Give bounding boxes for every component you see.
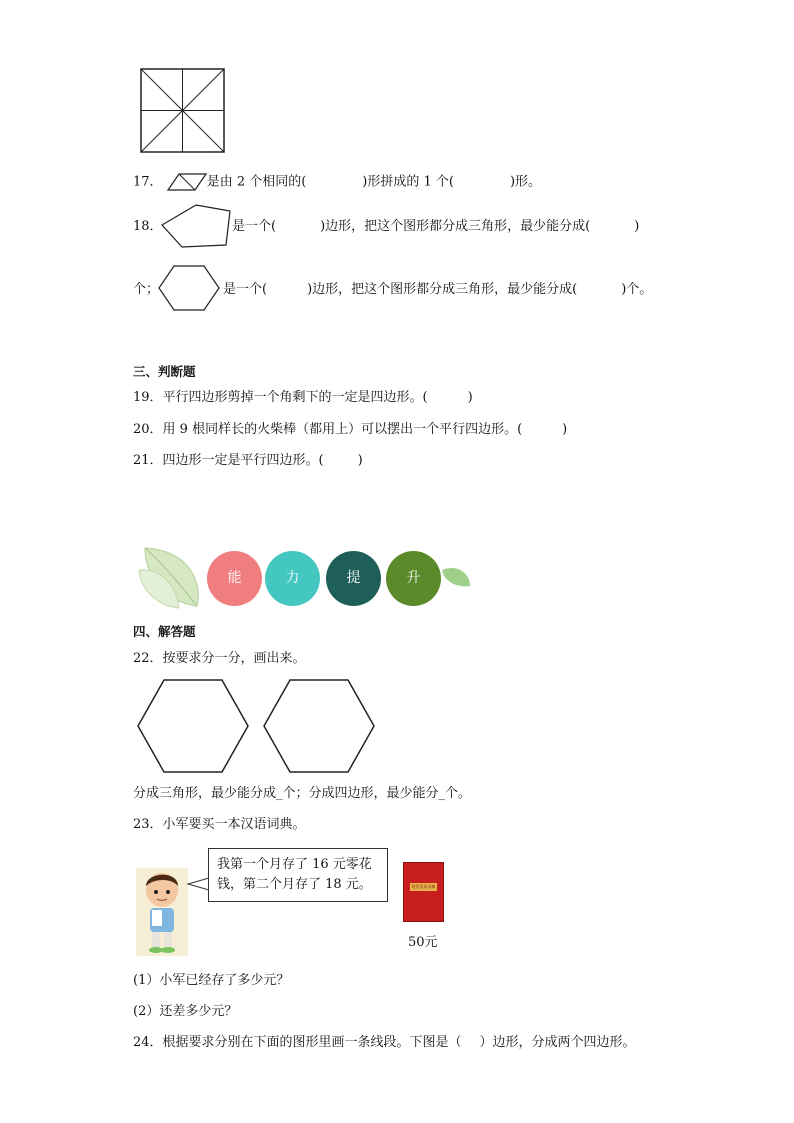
dictionary-title: 现代汉语词典 <box>411 884 436 889</box>
dictionary-price: 50元 <box>408 935 438 950</box>
question-19: 19．平行四边形剪掉一个角剩下的一定是四边形。( ) <box>133 390 473 405</box>
banner-circle-2: 力 <box>265 551 320 606</box>
hexagon-figure <box>157 264 221 312</box>
speech-bubble-tail <box>186 874 210 894</box>
question-24: 24．根据要求分别在下面的图形里画一条线段。下图是（ ）边形，分成两个四边形。 <box>133 1035 636 1050</box>
banner-circle-4: 升 <box>386 551 441 606</box>
pentagon-figure <box>160 203 232 249</box>
dictionary-book-image <box>403 862 444 922</box>
hexagon-drawing-1 <box>136 678 250 774</box>
question-18-line-2: 个； <box>133 282 160 297</box>
question-22-answer-line: 分成三角形，最少能分成_个；分成四边形，最少能分_个。 <box>133 786 472 801</box>
parallelogram-icon <box>167 172 207 192</box>
question-20: 20．用 9 根同样长的火柴棒（都用上）可以摆出一个平行四边形。( ) <box>133 422 568 437</box>
speech-bubble <box>208 848 388 902</box>
question-22-prompt: 22．按要求分一分，画出来。 <box>133 651 306 666</box>
boy-illustration <box>136 868 188 956</box>
question-23-prompt: 23．小军要买一本汉语词典。 <box>133 817 306 832</box>
speech-line-1: 我第一个月存了 16 元零花 <box>217 857 372 872</box>
hexagon-drawing-2 <box>262 678 376 774</box>
square-grid-figure <box>140 68 226 154</box>
leaf-decoration-right <box>440 564 472 590</box>
question-18-line-1-text: 是一个( )边形，把这个图形都分成三角形，最少能分成( ) <box>232 219 640 234</box>
banner-circle-1: 能 <box>207 551 262 606</box>
leaf-decoration-left <box>137 540 207 610</box>
banner-circle-3: 提 <box>326 551 381 606</box>
question-18-line-2-text: 是一个( )边形，把这个图形都分成三角形，最少能分成( )个。 <box>223 282 653 297</box>
section-4-title: 四、解答题 <box>133 624 196 639</box>
question-18-line-1: 18． <box>133 219 163 234</box>
question-21: 21．四边形一定是平行四边形。( ) <box>133 453 363 468</box>
question-23-sub-1: (1）小军已经存了多少元？ <box>133 973 290 988</box>
question-17: 17． 是由 2 个相同的( )形拼成的 1 个( )形。 <box>133 172 541 192</box>
section-3-title: 三、判断题 <box>133 364 196 379</box>
question-23-sub-2: (2）还差多少元？ <box>133 1004 238 1019</box>
speech-line-2: 钱，第二个月存了 18 元。 <box>217 877 372 892</box>
